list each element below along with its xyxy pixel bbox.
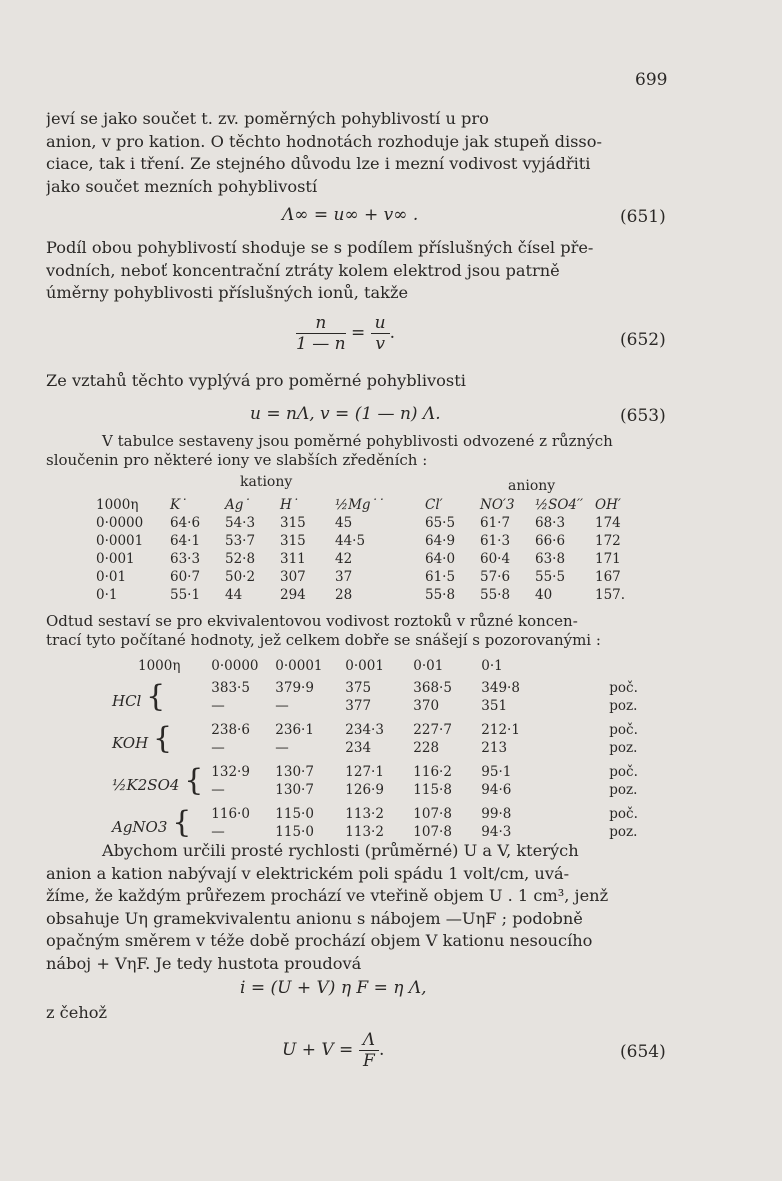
equation-651: Λ∞ = u∞ + v∞ . (282, 205, 419, 225)
table-row: 0·01 60·7 50·2 307 37 61·5 57·6 55·5 167 (96, 569, 621, 585)
table-row: HCl { 383·5 379·9 375 368·5 349·8 poč. (108, 679, 655, 697)
table-row: 0·0000 64·6 54·3 315 45 65·5 61·7 68·3 174 (96, 515, 621, 531)
col-header: 0·0001 (275, 658, 323, 674)
text-line: anion, v pro kation. O těchto hodnotách rozhoduje jak stupeň disso- (46, 131, 602, 151)
equation-number-654: (654) (620, 1042, 666, 1062)
table-row: — — 234 228 213 poz. (108, 739, 655, 757)
table-header-row (108, 657, 655, 675)
text-line: sloučenin pro některé iony ve slabších zředěních : (46, 451, 428, 469)
paragraph-3: Ze vztahů těchto vyplývá pro poměrné pohyblivosti (46, 371, 466, 390)
paragraph-4 (46, 432, 672, 470)
paragraph-5 (46, 612, 672, 650)
paragraph-z-cehoz: z čehož (46, 1003, 108, 1022)
text-line: jeví se jako součet t. zv. poměrných pohyblivostí u pro (46, 109, 489, 128)
equation-number-652: (652) (620, 330, 666, 350)
text-line: náboj + VηF. Je tedy hustota proudová (46, 953, 362, 973)
text-line: jako součet mezních pohyblivostí (46, 176, 318, 196)
table-row: — 115·0 113·2 107·8 94·3 poz. (108, 823, 655, 841)
text-line: anion a kation nabývají v elektrickém poli spádu 1 volt/cm, uvá- (46, 863, 570, 883)
paragraph-2 (46, 237, 672, 305)
mobility-table (92, 496, 641, 604)
col-header: 1000η (96, 497, 139, 513)
fraction-u-v: $\frac{u}{v}$ (371, 313, 390, 354)
compound-name: ½K2SO4 { (112, 763, 204, 798)
fraction-lambda-f: $\frac{\Lambda}{F}$ (359, 1030, 379, 1071)
group-label-cations: kationy (240, 474, 293, 490)
table-row: 0·0001 64·1 53·7 315 44·5 64·9 61·3 66·6 172 (96, 533, 621, 549)
text-line: vodních, neboť koncentrační ztráty kolem elektrod jsou patrně (46, 260, 560, 280)
label-obs: poz. (609, 740, 638, 756)
text-line: úměrny pohyblivosti příslušných ionů, takže (46, 283, 409, 302)
col-header: H˙ (280, 497, 299, 513)
text-line: Abychom určili prosté rychlosti (průměrné) U a V, kterých (102, 841, 579, 860)
col-header: 0·0000 (211, 658, 259, 674)
col-header: K˙ (170, 497, 187, 513)
page-number: 699 (635, 70, 668, 90)
table-header-row (92, 496, 641, 514)
group-label-anions: aniony (508, 478, 556, 494)
compound-name: AgNO3 { (112, 805, 192, 840)
text-line: žíme, že každým průřezem prochází ve vteřině objem U . 1 cm³, jenž (46, 886, 609, 905)
col-header: NO′3 (480, 497, 515, 513)
text-line: opačným směrem v téže době prochází objem V kationu nesoucího (46, 931, 593, 950)
table-row: AgNO3 { 116·0 115·0 113·2 107·8 99·8 poč. (108, 805, 655, 823)
col-header: ½Mg˙˙ (335, 497, 385, 513)
col-header: 0·1 (481, 658, 503, 674)
equation-652: $\frac{n}{1 — n}$ = $\frac{u}{v}$ . (296, 313, 395, 354)
col-header: Cl′ (425, 497, 443, 513)
label-calc: poč. (609, 806, 638, 822)
equation-current-density: i = (U + V) η F = η Λ, (240, 978, 427, 998)
label-calc: poč. (609, 764, 638, 780)
label-obs: poz. (609, 698, 638, 714)
label-calc: poč. (609, 680, 638, 696)
label-obs: poz. (609, 782, 638, 798)
label-obs: poz. (609, 824, 638, 840)
col-header: 0·001 (345, 658, 384, 674)
paragraph-6 (46, 840, 672, 975)
text-line: ciace, tak i tření. Ze stejného důvodu lze i mezní vodivost vyjádřiti (46, 154, 591, 173)
table-row: KOH { 238·6 236·1 234·3 227·7 212·1 poč. (108, 721, 655, 739)
paragraph-1 (46, 108, 672, 198)
text-line: obsahuje Uη gramekvivalentu anionu s nábojem —UηF ; podobně (46, 908, 583, 928)
table-row: — 130·7 126·9 115·8 94·6 poz. (108, 781, 655, 799)
table-row: ½K2SO4 { 132·9 130·7 127·1 116·2 95·1 poč. (108, 763, 655, 781)
label-calc: poč. (609, 722, 638, 738)
text-line: Odtud sestaví se pro ekvivalentovou vodivost roztoků v různé koncen- (46, 612, 578, 630)
table-row: 0·001 63·3 52·8 311 42 64·0 60·4 63·8 171 (96, 551, 621, 567)
compound-name: KOH { (112, 721, 173, 756)
equation-number-653: (653) (620, 406, 666, 426)
col-header: 0·01 (413, 658, 444, 674)
conductivity-table (108, 657, 655, 841)
table-row: — — 377 370 351 poz. (108, 697, 655, 715)
col-header: Ag˙ (225, 497, 251, 513)
col-header: ½SO4′′ (535, 497, 584, 513)
text-line: trací tyto počítané hodnoty, jež celkem dobře se snášejí s pozorovanými : (46, 631, 601, 649)
compound-name: HCl { (112, 679, 166, 714)
table-row: 0·1 55·1 44 294 28 55·8 55·8 40 157. (96, 587, 626, 603)
fraction-n: $\frac{n}{1 — n}$ (296, 313, 346, 354)
equation-number-651: (651) (620, 207, 666, 227)
equation-653: u = nΛ, v = (1 — n) Λ. (250, 404, 441, 424)
col-header: OH′ (595, 497, 621, 513)
text-line: V tabulce sestaveny jsou poměrné pohyblivosti odvozené z různých (102, 432, 613, 450)
text-line: Podíl obou pohyblivostí shoduje se s podílem příslušných čísel pře- (46, 238, 594, 257)
equation-654: U + V = $\frac{\Lambda}{F}$ . (282, 1030, 385, 1071)
col-header: 1000η (138, 658, 181, 674)
